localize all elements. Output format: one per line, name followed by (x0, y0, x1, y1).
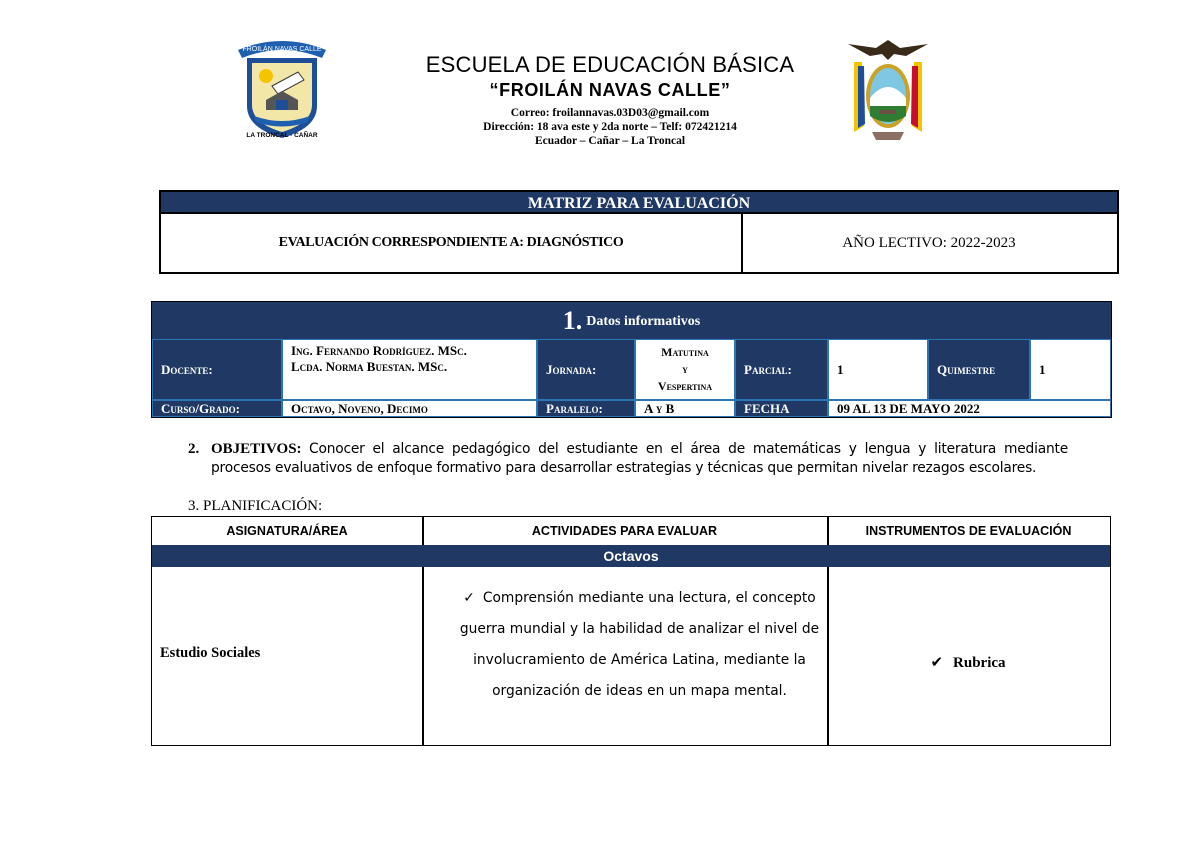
docente-label: Docente: (152, 339, 282, 400)
docente-name-2: Lcda. Norma Buestan. MSc. (291, 359, 448, 374)
row-instrument (828, 653, 1108, 672)
fecha-value: 09 AL 13 DE MAYO 2022 (828, 400, 1111, 417)
docente-value (282, 339, 537, 400)
planning-table (151, 516, 1111, 746)
quimestre-label: Quimestre (928, 339, 1030, 400)
evaluation-matrix-box (159, 190, 1119, 274)
jornada-line-2: y (682, 362, 688, 376)
curso-label: Curso/Grado: (152, 400, 282, 417)
info-section-number: 1. (562, 306, 583, 335)
info-section-header (152, 302, 1111, 339)
jornada-value (635, 339, 735, 400)
row-activity-text: Comprensión mediante una lectura, el concepto guerra mundial y la habilidad de analizar el nivel de involucramiento de América Latina, mediante la organización de ideas en un mapa mental. (459, 590, 820, 699)
check-icon: ✓ (463, 590, 475, 606)
jornada-line-3: Vespertina (657, 379, 713, 393)
paralelo-label: Paralelo: (537, 400, 635, 417)
section-row-octavos: Octavos (152, 545, 1110, 567)
school-location: Ecuador – Cañar – La Troncal (534, 135, 686, 147)
column-header-instruments: INSTRUMENTOS DE EVALUACIÓN (865, 524, 1072, 538)
logo-caption: LA TRONCAL - CAÑAR (246, 132, 318, 139)
row-activity (452, 583, 827, 707)
row-subject: Estudio Sociales (160, 645, 261, 661)
planning-heading: 3. PLANIFICACIÓN: (188, 498, 323, 514)
logo-text-top: FROILÁN NAVAS CALLE (242, 46, 322, 53)
jornada-label: Jornada: (537, 339, 635, 400)
row-instrument-text: Rubrica (953, 655, 1006, 671)
docente-name-1: Ing. Fernando Rodríguez. MSc. (291, 343, 467, 358)
school-title: ESCUELA DE EDUCACIÓN BÁSICA (425, 52, 795, 77)
quimestre-value: 1 (1030, 339, 1111, 400)
school-name: “FROILÁN NAVAS CALLE” (489, 80, 731, 100)
column-header-subject: ASIGNATURA/ÁREA (226, 524, 348, 538)
evaluation-type: EVALUACIÓN CORRESPONDIENTE A: DIAGNÓSTICO (161, 214, 743, 272)
coat-of-arms-icon (842, 36, 934, 148)
objectives-number: 2. (188, 441, 200, 457)
school-address: Dirección: 18 ava este y 2da norte – Telf: 072421214 (483, 121, 737, 133)
info-table (151, 301, 1112, 418)
paralelo-value: A y B (635, 400, 735, 417)
check-icon: ✔ (930, 653, 944, 671)
info-section-title: Datos informativos (586, 314, 701, 329)
school-year: AÑO LECTIVO: 2022-2023 (842, 234, 1016, 251)
objectives-paragraph (188, 440, 1068, 478)
parcial-label: Parcial: (735, 339, 828, 400)
column-header-activities: ACTIVIDADES PARA EVALUAR (531, 524, 718, 538)
fecha-label: FECHA (735, 400, 828, 417)
parcial-value: 1 (828, 339, 928, 400)
matrix-title: MATRIZ PARA EVALUACIÓN (161, 192, 1117, 214)
jornada-line-1: Matutina (661, 345, 709, 359)
objectives-text: Conocer el alcance pedagógico del estudiante en el área de matemáticas y lengua y literatura mediante procesos evaluativos de enfoque formativo para desarrollar estrategias y técnicas que permitan nivelar rezagos escolares. (211, 441, 1068, 476)
school-email: Correo: froilannavas.03D03@gmail.com (510, 107, 710, 119)
objectives-label: OBJETIVOS: (211, 441, 302, 457)
curso-value: Octavo, Noveno, Decimo (282, 400, 537, 417)
